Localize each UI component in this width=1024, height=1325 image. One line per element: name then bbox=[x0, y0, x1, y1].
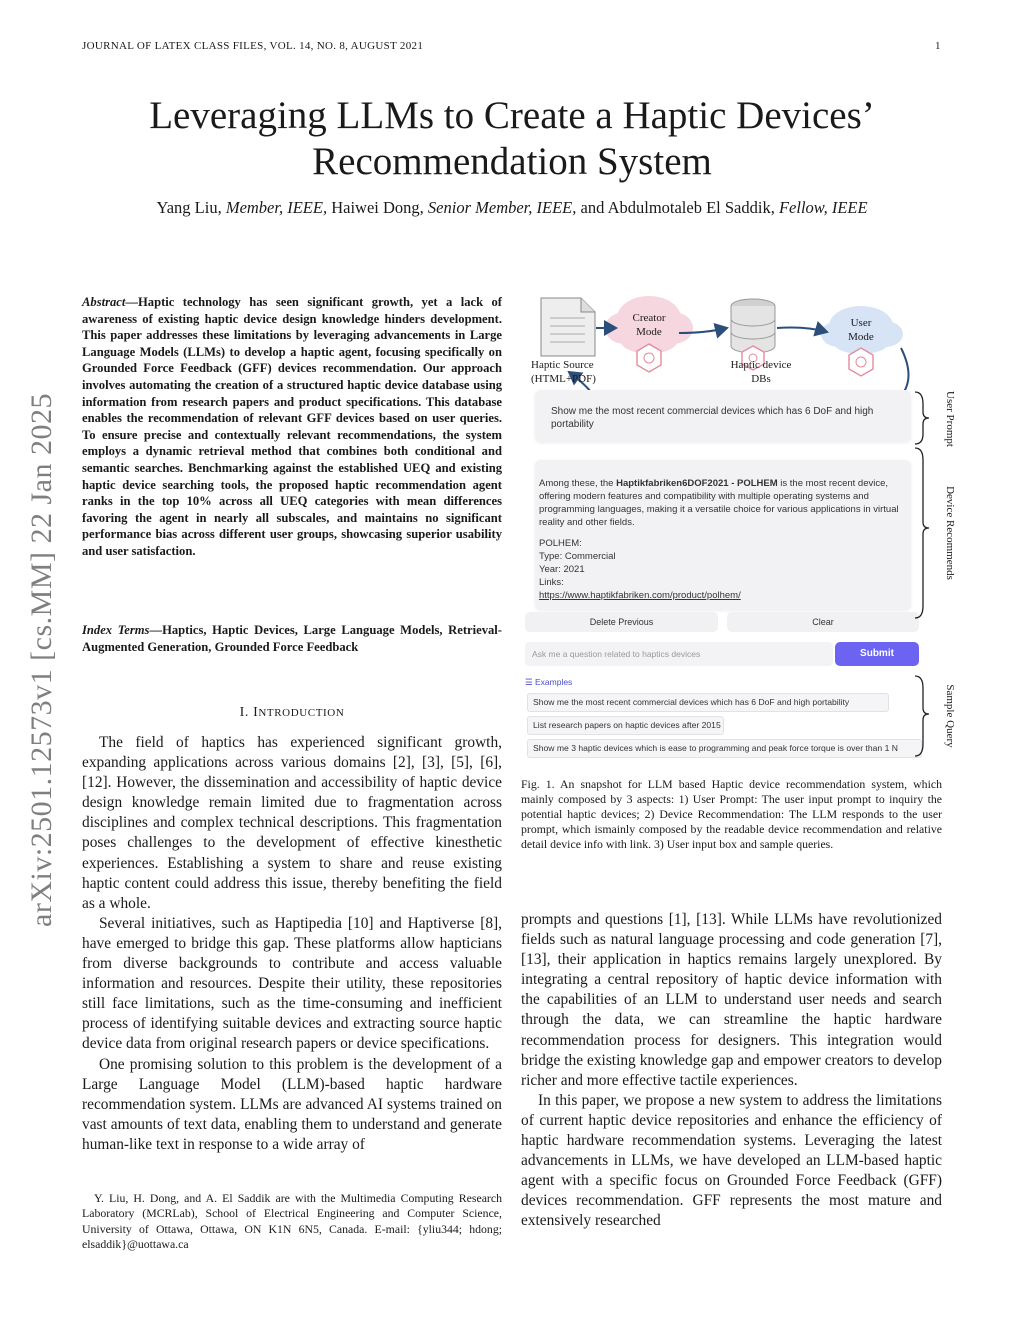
index-terms bbox=[82, 622, 502, 655]
figure-1 bbox=[521, 288, 956, 773]
index-terms-label: Index Terms bbox=[82, 623, 150, 637]
delete-previous-button[interactable]: Delete Previous bbox=[525, 612, 718, 632]
paragraph: The field of haptics has experienced significant growth, expanding applications across various domains [2], [3], [5], [6], [12]. However, the dissemination and accessibility of haptic device design knowledge remain limited due to fragmentation across disciplines and complex technical descriptions. This fragmentation poses challenges to the development of effective kinesthetic experiences. Establishing a system to share and reuse existing haptic content could address this issue, thereby benefiting the field as a whole. bbox=[82, 734, 502, 912]
device-name: POLHEM: bbox=[539, 538, 582, 549]
paragraph: In this paper, we propose a new system to address the limitations of current haptic device repositories and enhance the efficiency of haptic hardware recommendation systems. Leveraging the latest advancements in LLMs, we have developed an LLM-based haptic agent with a specific focus on Grounded Force Feedback (GFF) devices recommendation. GFF represents the most mature and extensively researched bbox=[521, 1091, 942, 1230]
response-pre: Among these, the bbox=[539, 478, 617, 489]
list-icon: ☰ bbox=[525, 677, 535, 687]
abstract-label: Abstract bbox=[82, 295, 126, 309]
author-1-role: Member, IEEE, bbox=[225, 198, 328, 217]
author-list bbox=[60, 198, 964, 218]
response-post: is the most recent device, offering modern features and compatibility with multiple operating systems and programming languages, making it a versatile choice for various applications in virtual reality and other fields. bbox=[539, 478, 899, 528]
user-mode-label: User Mode bbox=[848, 317, 874, 343]
title-line-1: Leveraging LLMs to Create a Haptic Devices’ bbox=[149, 94, 875, 137]
running-header: JOURNAL OF LATEX CLASS FILES, VOL. 14, NO. 8, AUGUST 2021 bbox=[82, 40, 424, 52]
examples-label: Examples bbox=[534, 677, 573, 687]
label-device-recommends: Device Recommends bbox=[944, 486, 956, 580]
haptic-dbs-label: Haptic device DBs bbox=[730, 359, 792, 385]
arrow-user-down bbox=[901, 348, 909, 396]
device-type: Type: Commercial bbox=[539, 551, 616, 562]
affiliation-footnote: Y. Liu, H. Dong, and A. El Saddik are with the Multimedia Computing Research Laboratory (MCRLab), School of Electrical Engineering and Computer Science, University of Ottawa, Ottawa, ON K1N 6N5, Canada. E-mail: {yliu344; hdong; elsaddik}@uottawa.ca bbox=[82, 1191, 502, 1252]
author-1: Yang Liu, bbox=[156, 198, 222, 217]
figure-caption: Fig. 1. An snapshot for LLM based Haptic device recommendation system, which mainly composed by 3 aspects: 1) User Prompt: The user input prompt to inquiry the potential haptic devices; 2) Device Recommendation: The LLM responds to the user prompt, which ismainly composed by the readable device recommendation and relative detail device info with link. 3) User input box and sample queries. bbox=[521, 777, 942, 851]
paragraph: One promising solution to this problem is the development of a Large Language Model (LLM)-based haptic hardware recommendation system. LLMs are advanced AI systems trained on vast amounts of text data, enabling them to understand and generate human-like text in response to a wide array of bbox=[82, 1055, 502, 1153]
section-title-initial: I bbox=[253, 705, 259, 720]
question-input[interactable] bbox=[525, 642, 833, 666]
document-icon bbox=[541, 298, 595, 356]
author-3: Abdulmotaleb El Saddik, bbox=[607, 198, 775, 217]
left-column-body bbox=[82, 733, 502, 1155]
author-2: Haiwei Dong, bbox=[331, 198, 424, 217]
arrow-db-to-user bbox=[777, 328, 827, 333]
device-link[interactable]: https://www.haptikfabriken.com/product/polhem/ bbox=[539, 590, 741, 601]
user-prompt-panel bbox=[535, 390, 911, 442]
page-number: 1 bbox=[935, 40, 941, 52]
example-query-2[interactable]: List research papers on haptic devices after 2015 bbox=[527, 716, 724, 735]
paragraph: Several initiatives, such as Haptipedia [10] and Haptiverse [8], have emerged to bridge this gap. These platforms allow hapticians from diverse backgrounds to contribute and access valuable information and resources. Despite their utility, these repositories still face limitations, such as the time-consuming and inefficient process of identifying suitable devices and extracting source haptic device data from original research papers or device specifications. bbox=[82, 914, 502, 1053]
paragraph: prompts and questions [1], [13]. While LLMs have revolutionized fields such as natural language processing and code generation [7], [13], their application in haptics remains largely unexplored. By integrating a central repository of haptic device information with the capabilities of an LLM to understand user needs and search through the data, we can streamline the haptic hardware recommendation process for designers. This integration would bridge the existing knowledge gap and empower creators to develop richer and more effective tactile experiences. bbox=[521, 911, 942, 1089]
index-terms-text: —Haptics, Haptic Devices, Large Language Models, Retrieval-Augmented Generation, Grounded Force Feedback bbox=[82, 623, 502, 654]
submit-button[interactable]: Submit bbox=[835, 642, 919, 666]
author-2-role: Senior Member, IEEE, bbox=[427, 198, 577, 217]
haptic-source-label: Haptic Source (HTML+PDF) bbox=[531, 359, 596, 385]
recommended-device: Haptikfabriken6DOF2021 - POLHEM bbox=[616, 478, 778, 489]
question-input-placeholder: Ask me a question related to haptics devices bbox=[532, 649, 701, 659]
section-title-rest: NTRODUCTION bbox=[258, 707, 345, 719]
response-text bbox=[539, 478, 903, 530]
examples-header bbox=[525, 677, 572, 688]
clear-button[interactable]: Clear bbox=[727, 612, 919, 632]
abstract-text: —Haptic technology has seen significant growth, yet a lack of awareness of existing haptic device design knowledge hinders development. This paper addresses these limitations by leveraging advancements in Large Language Models (LLMs) to develop a haptic agent, focusing specifically on Grounded Force Feedback (GFF) devices recommendation. Our approach involves automating the creation of a structured haptic device database using information from research papers and product specifications. This database enables the recommendation of relevant GFF devices based on user queries. To ensure precise and contextually relevant recommendations, the system employs a dynamic retrieval method that combines both conditional and semantic searches. Benchmarking against the established UEQ and existing haptic device searching tools, the proposed haptic recommendation agent ranks in the top 10% across all UEQ categories with mean differences favoring the agent in nearly all subscales, and maintains no significant performance bias across different user groups, showcasing superior usability and user satisfaction. bbox=[82, 295, 502, 558]
label-sample-query: Sample Query bbox=[944, 684, 956, 748]
device-recommendation-panel bbox=[535, 460, 911, 610]
right-column-body bbox=[521, 910, 942, 1232]
author-and: and bbox=[580, 198, 605, 217]
section-heading bbox=[82, 705, 502, 721]
device-year: Year: 2021 bbox=[539, 564, 585, 575]
title-line-2: Recommendation System bbox=[312, 140, 712, 183]
creator-mode-label: Creator Mode bbox=[632, 312, 666, 338]
abstract bbox=[82, 294, 502, 560]
label-user-prompt: User Prompt bbox=[944, 391, 956, 447]
example-query-1[interactable]: Show me the most recent commercial devices which has 6 DoF and high portability bbox=[527, 693, 889, 712]
example-query-3[interactable]: Show me 3 haptic devices which is ease to programming and peak force torque is over than 1 N bbox=[527, 739, 922, 758]
paper-title bbox=[60, 93, 964, 185]
arxiv-stamp: arXiv:2501.12573v1 [cs.MM] 22 Jan 2025 bbox=[25, 393, 58, 927]
section-number: I. bbox=[239, 705, 249, 720]
author-3-role: Fellow, IEEE bbox=[778, 198, 868, 217]
device-links-label: Links: bbox=[539, 577, 564, 588]
user-prompt-text: Show me the most recent commercial devices which has 6 DoF and high portability bbox=[551, 406, 874, 430]
